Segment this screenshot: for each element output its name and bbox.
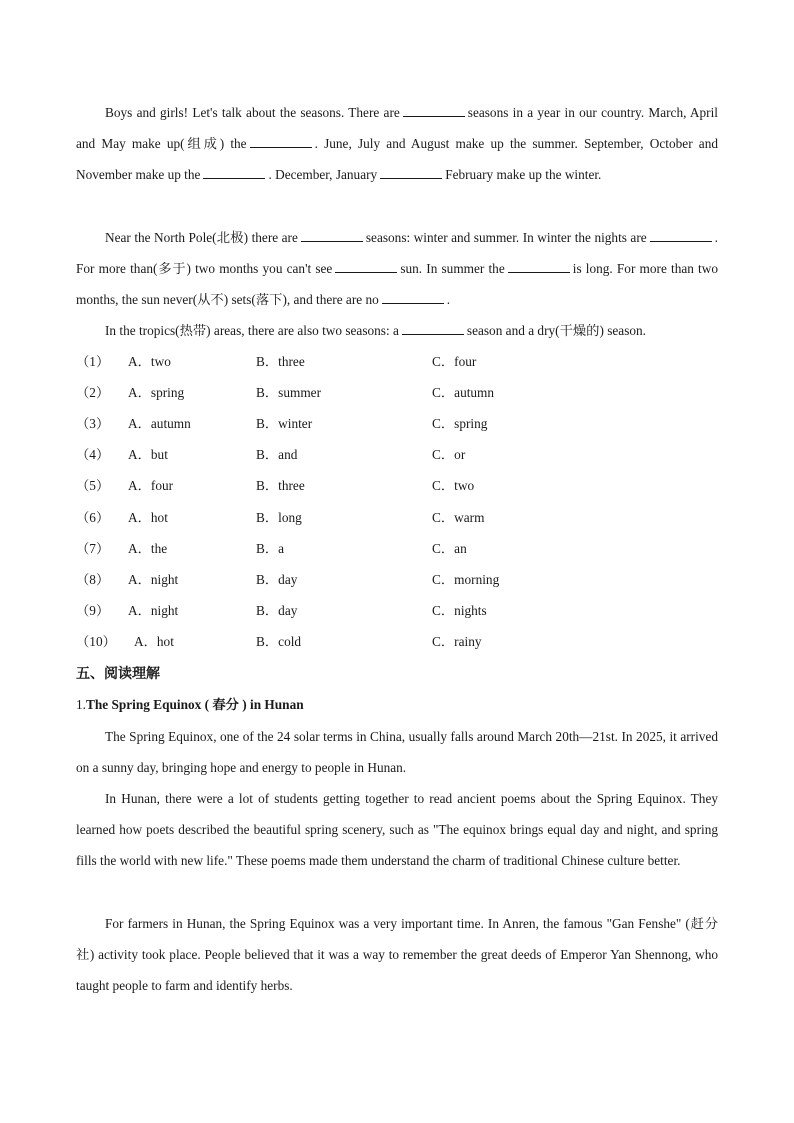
- cloze-text: February make up the winter.: [445, 167, 602, 182]
- option-b: B．and: [256, 447, 298, 462]
- option-a: A．spring: [128, 385, 185, 400]
- option-a: A．four: [128, 478, 174, 493]
- cloze-paragraph-3: [76, 315, 718, 346]
- reading-paragraph-3: For farmers in Hunan, the Spring Equinox was a very important time. In Anren, the famous "Gan Fenshe" (赶分社) activity took place. People believed that it was a way to remember the great deeds of Emperor Yan Shennong, who taught people to farm and identify herbs.: [76, 916, 718, 993]
- option-a: A．the: [128, 541, 168, 556]
- option-row: [76, 439, 718, 470]
- option-c: C．rainy: [432, 634, 482, 649]
- option-b: B．summer: [256, 385, 322, 400]
- question-number: （5）: [76, 478, 110, 493]
- option-a: A．but: [128, 447, 168, 462]
- option-b: B．winter: [256, 416, 313, 431]
- option-c: C．nights: [432, 603, 487, 618]
- option-b: B．three: [256, 478, 305, 493]
- cloze-text: seasons: winter and summer. In winter the nights are: [365, 230, 647, 245]
- cloze-paragraph-1: [76, 97, 718, 190]
- option-b: B．long: [256, 510, 302, 525]
- cloze-text: is long. For more than two months, the sun never(从不) sets(落下), and there are no: [76, 261, 718, 307]
- option-row: [76, 626, 718, 657]
- cloze-text: . June, July and August make up the summer. September, October and November make up the: [76, 136, 718, 182]
- answer-blank-6: [650, 229, 712, 242]
- option-row: [76, 470, 718, 501]
- cloze-text: season and a dry(干燥的) season.: [466, 323, 646, 338]
- option-a: A．night: [128, 572, 179, 587]
- option-c: C．two: [432, 478, 475, 493]
- cloze-paragraph-2: [76, 222, 718, 315]
- option-row: [76, 408, 718, 439]
- question-number: （4）: [76, 447, 110, 462]
- answer-blank-10: [402, 322, 464, 335]
- cloze-text: .: [446, 292, 451, 307]
- option-c: C．an: [432, 541, 467, 556]
- option-b: B．cold: [256, 634, 302, 649]
- cloze-text: . December, January: [268, 167, 378, 182]
- cloze-text: . For more than(多于) two months you can't see: [76, 230, 718, 276]
- option-row: [76, 377, 718, 408]
- answer-blank-2: [250, 135, 312, 148]
- answer-blank-7: [335, 260, 397, 273]
- option-a: A．two: [128, 354, 171, 369]
- option-a: A．hot: [128, 510, 168, 525]
- option-c: C．warm: [432, 510, 485, 525]
- question-number: （2）: [76, 385, 110, 400]
- option-row: [76, 502, 718, 533]
- option-b: B．a: [256, 541, 285, 556]
- answer-blank-1: [403, 104, 465, 117]
- option-c: C．or: [432, 447, 466, 462]
- option-c: C．morning: [432, 572, 500, 587]
- option-c: C．autumn: [432, 385, 495, 400]
- answer-blank-3: [203, 166, 265, 179]
- option-a: A．autumn: [128, 416, 191, 431]
- option-b: B．day: [256, 572, 298, 587]
- option-row: [76, 595, 718, 626]
- reading-paragraph-1: The Spring Equinox, one of the 24 solar terms in China, usually falls around March 20th—21st. In 2025, it arrived on a sunny day, bringing hope and energy to people in Hunan.: [76, 729, 718, 775]
- passage-title-text: The Spring Equinox ( 春分 ) in Hunan: [85, 697, 304, 712]
- option-row: [76, 564, 718, 595]
- option-a: A．night: [128, 603, 179, 618]
- cloze-text: seasons in a year in our country. March, April and May make up(组成) the: [76, 105, 718, 151]
- answer-blank-8: [508, 260, 570, 273]
- option-row: [76, 533, 718, 564]
- cloze-text: In the tropics(热带) areas, there are also two seasons: a: [105, 323, 399, 338]
- question-index: 1.: [76, 697, 86, 712]
- option-b: B．day: [256, 603, 298, 618]
- cloze-text: Near the North Pole(北极) there are: [105, 230, 298, 245]
- question-number: （8）: [76, 572, 110, 587]
- cloze-text: Boys and girls! Let's talk about the seasons. There are: [105, 105, 400, 120]
- option-a: A．hot: [134, 634, 174, 649]
- question-number: （10）: [76, 634, 116, 649]
- question-number: （1）: [76, 354, 110, 369]
- option-c: C．spring: [432, 416, 488, 431]
- passage-title: [76, 693, 304, 717]
- section-heading: 五、阅读理解: [76, 666, 160, 682]
- answer-blank-5: [301, 229, 363, 242]
- question-number: （7）: [76, 541, 110, 556]
- option-c: C．four: [432, 354, 477, 369]
- question-number: （9）: [76, 603, 110, 618]
- answer-blank-4: [380, 166, 442, 179]
- reading-paragraph-2: In Hunan, there were a lot of students getting together to read ancient poems about the Spring Equinox. They learned how poets described the beautiful spring scenery, such as "The equinox brings equal day and night, and spring fills the world with new life." These poems made them understand the charm of traditional Chinese culture better.: [76, 791, 718, 868]
- question-number: （3）: [76, 416, 110, 431]
- option-row: [76, 346, 718, 377]
- answer-blank-9: [382, 291, 444, 304]
- option-b: B．three: [256, 354, 305, 369]
- question-number: （6）: [76, 510, 110, 525]
- cloze-text: sun. In summer the: [400, 261, 505, 276]
